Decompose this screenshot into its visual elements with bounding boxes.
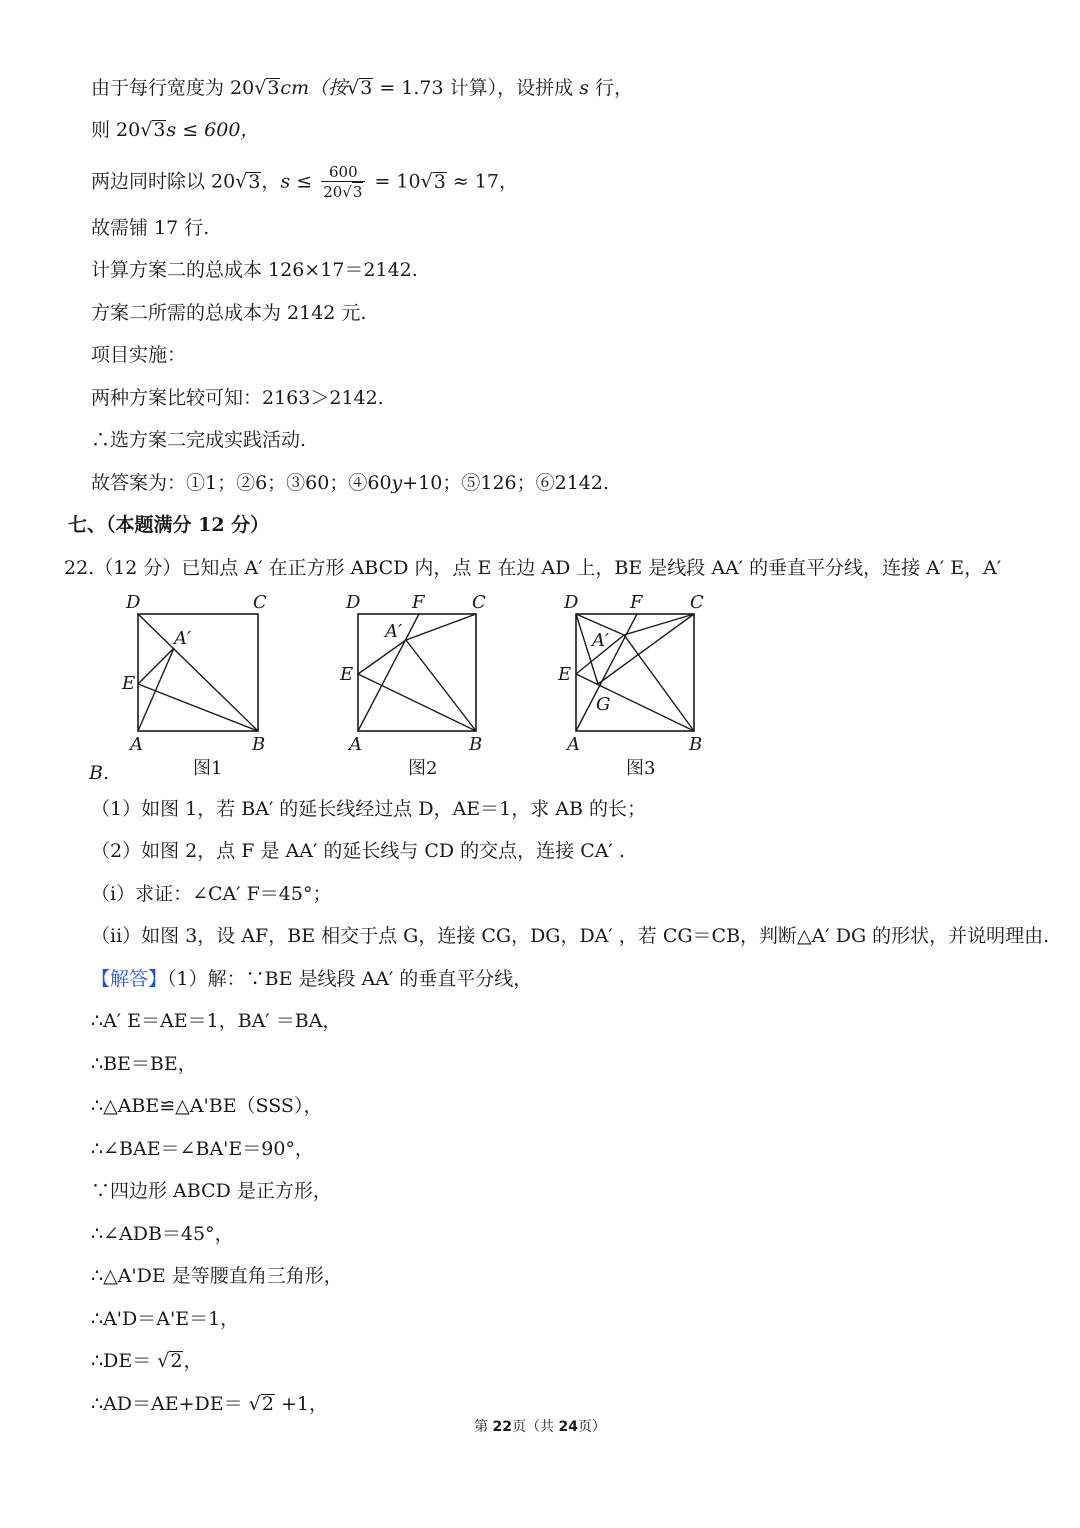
solution-line-7: 项目实施： [91, 344, 187, 366]
solution-line-10: 故答案为：①1；②6；③60；④60y+10；⑤126；⑥2142. [91, 472, 610, 494]
answer-line-4: ∴△ABE≌△A'BE（SSS）， [91, 1095, 323, 1117]
answer-line-1: 【解答】（1）解：∵BE 是线段 AA′ 的垂直平分线， [91, 968, 533, 990]
solution-line-5: 计算方案二的总成本 126×17＝2142. [91, 259, 418, 281]
solution-line-4: 故需铺 17 行. [91, 217, 210, 239]
solution-line-6: 方案二所需的总成本为 2142 元. [91, 302, 367, 324]
question-stem-tail: B. [89, 762, 110, 784]
fig1-caption: 图1 [193, 758, 223, 779]
answer-line-10: ∴DE＝ √2， [91, 1350, 203, 1372]
fig2-caption: 图2 [408, 758, 438, 779]
fig2-label-c: C [472, 592, 486, 613]
fig1-label-b: B [252, 734, 266, 755]
fig3-label-g: G [596, 694, 611, 715]
question-part-2i: （i）求证：∠CA′ F＝45°； [91, 883, 332, 905]
fig2-label-b: B [469, 734, 483, 755]
fig3-label-e: E [558, 664, 572, 685]
answer-line-2: ∴A′ E＝AE＝1，BA′ ＝BA， [91, 1010, 342, 1032]
fig3-label-f: F [630, 592, 643, 613]
fig1-label-a: A [130, 734, 143, 755]
question-part-2ii: （ii）如图 3，设 AF，BE 相交于点 G，连接 CG，DG，DA′ ，若 CG＝CB，判断△A′ DG 的形状，并说明理由. [91, 925, 1050, 947]
answer-line-6: ∵四边形 ABCD 是正方形， [91, 1180, 332, 1202]
fig1-label-a-prime: A′ [174, 628, 192, 649]
fig1-label-c: C [253, 592, 267, 613]
answer-line-5: ∴∠BAE＝∠BA'E＝90°， [91, 1138, 314, 1160]
fig3-label-b: B [689, 734, 703, 755]
question-part-1: （1）如图 1，若 BA′ 的延长线经过点 D，AE＝1，求 AB 的长； [91, 798, 647, 820]
question-stem: 22.（12 分）已知点 A′ 在正方形 ABCD 内，点 E 在边 AD 上，BE 是线段 AA′ 的垂直平分线，连接 A′ E，A′ [64, 557, 1002, 579]
answer-line-3: ∴BE＝BE， [91, 1053, 197, 1075]
fig3-label-a-prime: A′ [592, 630, 610, 651]
figure-2 [330, 588, 505, 783]
fig3-label-d: D [564, 592, 579, 613]
answer-line-11: ∴AD＝AE+DE＝ √2 +1， [91, 1393, 328, 1415]
answer-tag: 【解答】 [91, 968, 168, 990]
answer-line-7: ∴∠ADB＝45°， [91, 1223, 234, 1245]
fraction: $\frac{600}{20√3}$ [321, 164, 365, 201]
page-footer: 第 22页（共 24页） [474, 1419, 606, 1435]
answer-line-8: ∴△A'DE 是等腰直角三角形， [91, 1265, 343, 1287]
fig2-label-e: E [340, 664, 354, 685]
solution-line-1: 由于每行宽度为 20√3cm（按√3 = 1.73 计算），设拼成 s 行， [91, 77, 633, 99]
figure-1 [110, 588, 285, 783]
answer-line-9: ∴A'D＝A'E＝1， [91, 1308, 240, 1330]
fig2-label-a-prime: A′ [385, 621, 403, 642]
solution-line-2: 则 20√3s ≤ 600， [91, 119, 260, 141]
fig1-label-d: D [126, 592, 141, 613]
section-heading: 七、（本题满分 12 分） [68, 514, 270, 536]
fig2-label-a: A [349, 734, 362, 755]
fig2-label-f: F [412, 592, 425, 613]
figure-3 [548, 588, 723, 783]
fig1-label-e: E [122, 673, 136, 694]
fig3-caption: 图3 [626, 758, 656, 779]
fig3-label-c: C [690, 592, 704, 613]
fig2-label-d: D [346, 592, 361, 613]
fig3-label-a: A [567, 734, 580, 755]
solution-line-9: ∴选方案二完成实践活动. [91, 429, 307, 451]
question-part-2: （2）如图 2，点 F 是 AA′ 的延长线与 CD 的交点，连接 CA′ . [91, 840, 625, 862]
solution-line-3: 两边同时除以 20√3，s ≤ $\frac{600}{20√3}$ = 10√3 ≈ 17， [91, 163, 518, 201]
solution-line-8: 两种方案比较可知：2163＞2142. [91, 387, 384, 409]
